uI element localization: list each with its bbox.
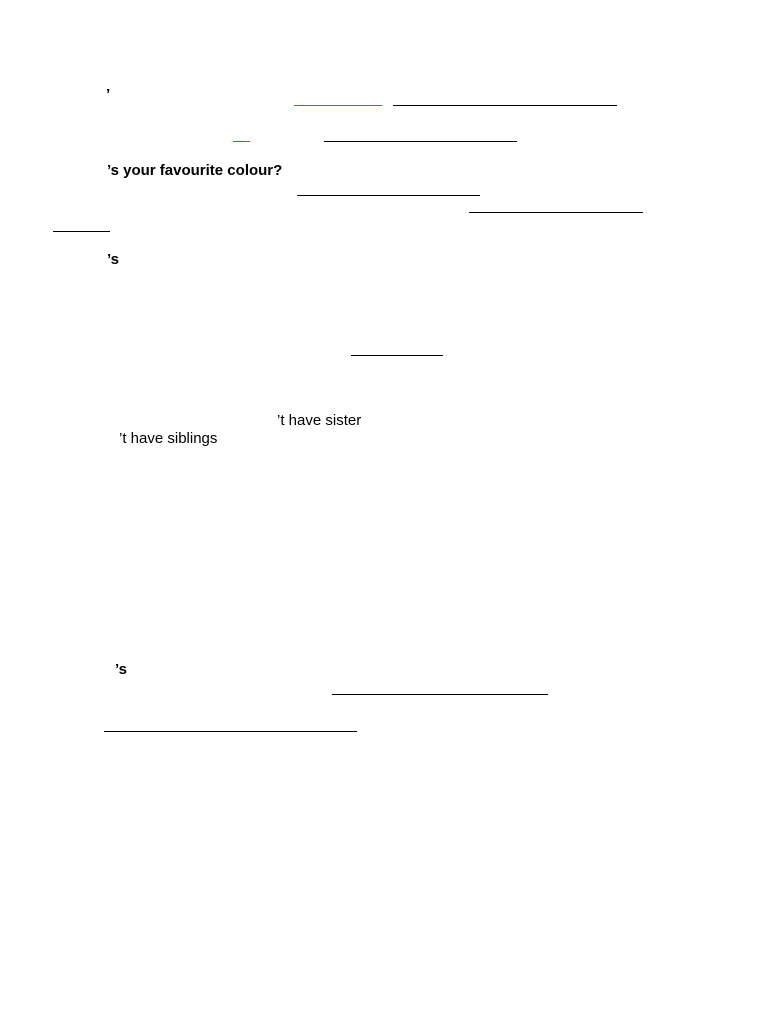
possessive-heading: ’s [115,661,127,678]
correction-underline [294,105,382,106]
question-favourite-colour: ’s your favourite colour? [107,162,283,179]
apostrophe-mark: ’ [106,86,111,103]
answer-blank[interactable] [393,105,617,106]
answer-blank[interactable] [324,141,517,142]
correction-underline [233,141,250,142]
sentence-no-siblings: ’t have siblings [119,430,218,447]
answer-blank[interactable] [53,231,110,232]
sentence-no-sister: ’t have sister [277,412,362,429]
answer-blank[interactable] [104,731,357,732]
possessive-heading: ’s [107,251,119,268]
answer-blank[interactable] [332,694,548,695]
answer-blank[interactable] [469,212,643,213]
answer-blank[interactable] [351,355,443,356]
answer-blank[interactable] [297,195,480,196]
